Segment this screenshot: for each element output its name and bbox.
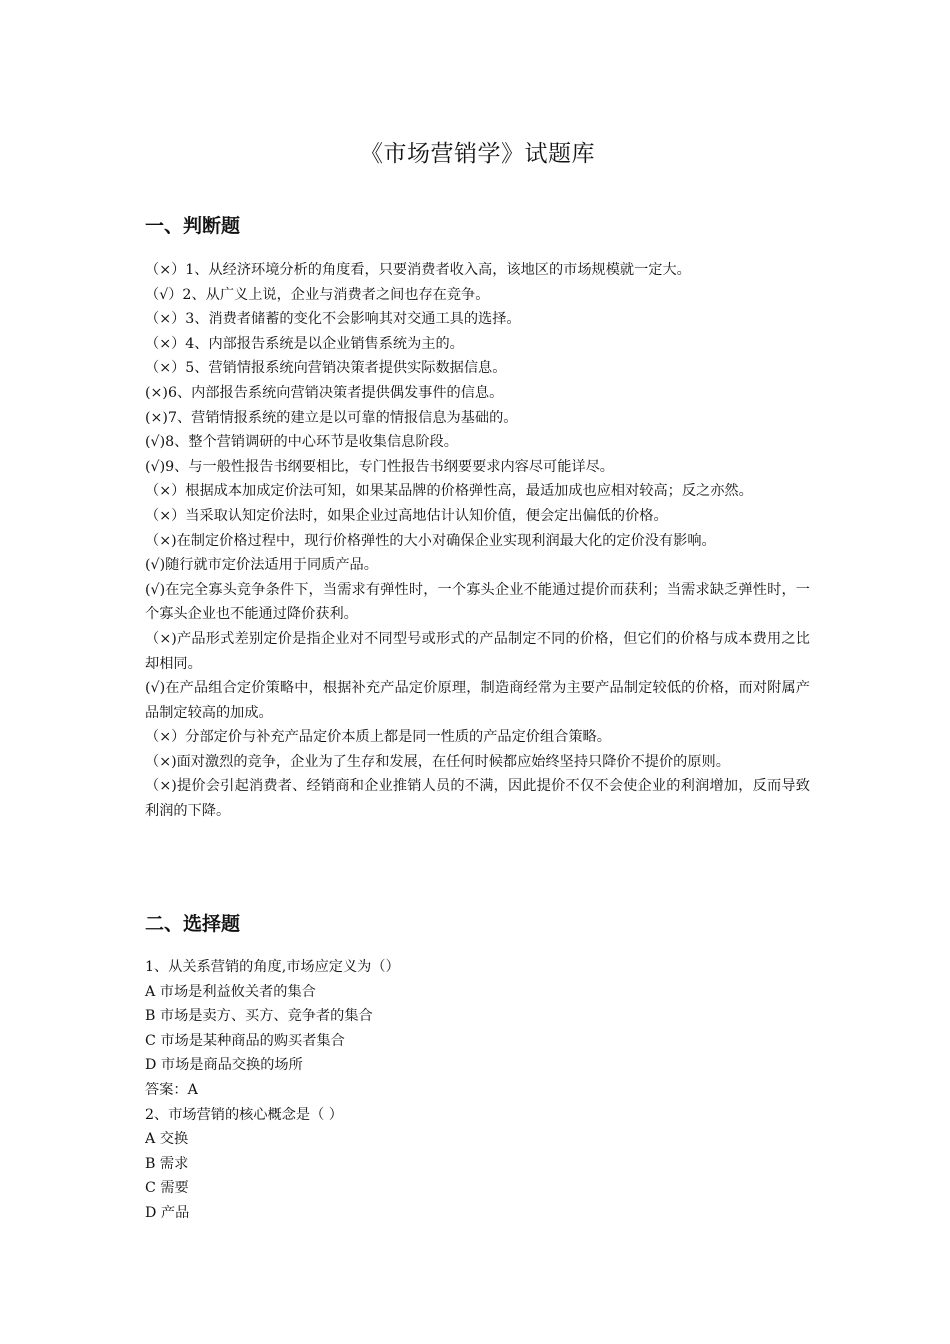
question-stem: 1、从关系营销的角度,市场应定义为（） [145,959,400,975]
question-item: （×)产品形式差别定价是指企业对不同型号或形式的产品制定不同的价格，但它们的价格与成本费用之比却相同。 [145,630,810,672]
section-heading-true-false: 一、判断题 [145,215,241,237]
question-item: （×）1、从经济环境分析的角度看，只要消费者收入高，该地区的市场规模就一定大。 [145,262,691,278]
question-item: (√)在完全寡头竞争条件下，当需求有弹性时，一个寡头企业不能通过提价而获利；当需求缺乏弹性时，一个寡头企业也不能通过降价获利。 [145,581,810,623]
question-item: (×)7、营销情报系统的建立是以可靠的情报信息为基础的。 [145,409,518,426]
question-item: (√)随行就市定价法适用于同质产品。 [145,557,378,574]
section-heading-multiple-choice: 二、选择题 [145,913,241,935]
answer-option: D 产品 [145,1204,190,1221]
answer-option: D 市场是商品交换的场所 [145,1057,303,1074]
answer-option: C 需要 [145,1180,189,1197]
multiple-choice-list [145,955,810,1226]
question-item: (√)在产品组合定价策略中，根据补充产品定价原理，制造商经常为主要产品制定较低的价格，而对附属产品制定较高的加成。 [145,680,810,721]
question-stem: 2、市场营销的核心概念是（ ） [145,1106,343,1123]
question-item: （×）3、消费者储蓄的变化不会影响其对交通工具的选择。 [145,311,521,328]
question-item: （√）2、从广义上说，企业与消费者之间也存在竞争。 [145,286,490,303]
answer-option: B 市场是卖方、买方、竞争者的集合 [145,1008,373,1025]
answer-option: B 需求 [145,1155,189,1172]
question-item: （×）分部定价与补充产品定价本质上都是同一性质的产品定价组合策略。 [145,729,611,746]
question-item: （×)在制定价格过程中，现行价格弹性的大小对确保企业实现利润最大化的定价没有影响。 [145,532,716,549]
question-item: （×）根据成本加成定价法可知，如果某品牌的价格弹性高，最适加成也应相对较高；反之亦然。 [145,483,753,500]
answer-option: C 市场是某种商品的购买者集合 [145,1032,345,1049]
answer-option: A 交换 [145,1131,189,1148]
question-item: (√)8、整个营销调研的中心环节是收集信息阶段。 [145,434,458,451]
page-title: 《市场营销学》试题库 [360,141,595,167]
question-item: (×)6、内部报告系统向营销决策者提供偶发事件的信息。 [145,384,504,401]
answer-key: 答案：A [145,1081,198,1098]
question-item: （×）5、营销情报系统向营销决策者提供实际数据信息。 [145,360,507,377]
question-item: （×)提价会引起消费者、经销商和企业推销人员的不满，因此提价不仅不会使企业的利润增加，反而导致利润的下降。 [145,778,810,820]
question-item: （×)面对激烈的竞争，企业为了生存和发展，在任何时候都应始终坚持只降价不提价的原则。 [145,753,730,770]
question-item: (√)9、与一般性报告书纲要相比，专门性报告书纲要要求内容尽可能详尽。 [145,458,614,475]
true-false-list [145,258,810,824]
question-item: （×）4、内部报告系统是以企业销售系统为主的。 [145,335,464,352]
answer-option: A 市场是利益攸关者的集合 [145,983,316,1000]
question-item: （×）当采取认知定价法时，如果企业过高地估计认知价值，便会定出偏低的价格。 [145,507,668,524]
